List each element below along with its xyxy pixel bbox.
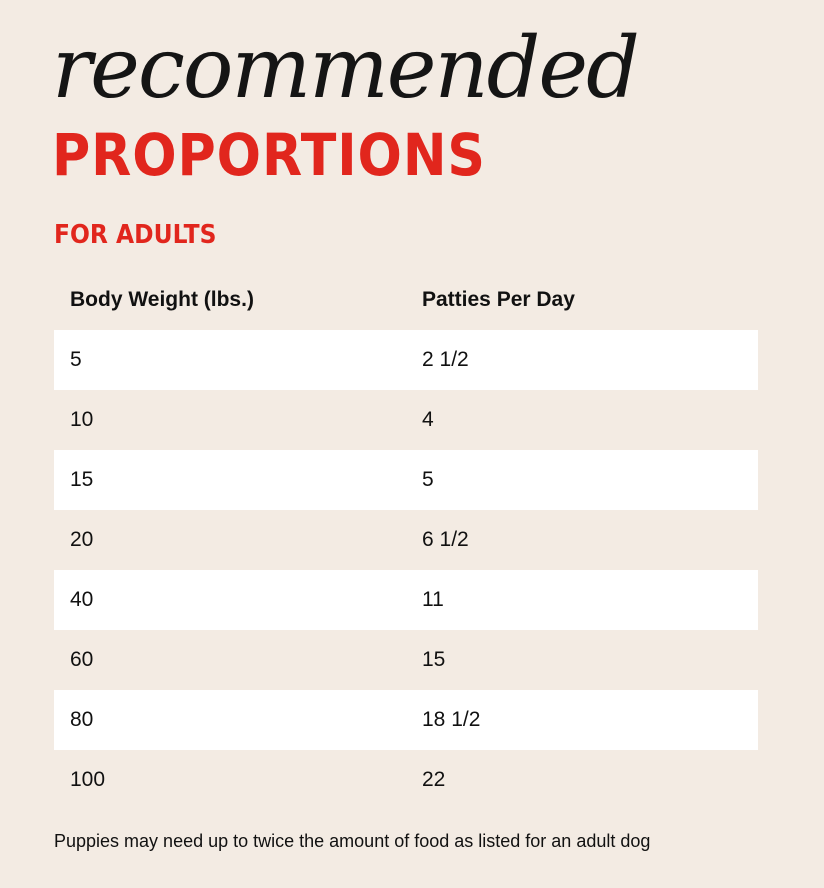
table-row bbox=[54, 510, 758, 570]
column-header-patties-per-day: Patties Per Day bbox=[422, 288, 575, 311]
patties-cell: 18 1/2 bbox=[422, 708, 481, 731]
body-weight-cell: 40 bbox=[70, 588, 94, 611]
patties-cell: 6 1/2 bbox=[422, 528, 469, 551]
page-title: PROPORTIONS bbox=[52, 121, 486, 189]
patties-cell: 4 bbox=[422, 408, 434, 431]
body-weight-cell: 10 bbox=[70, 408, 94, 431]
patties-cell: 15 bbox=[422, 648, 446, 671]
column-header-body-weight: Body Weight (lbs.) bbox=[70, 288, 254, 311]
patties-cell: 22 bbox=[422, 768, 446, 791]
body-weight-cell: 60 bbox=[70, 648, 94, 671]
body-weight-cell: 80 bbox=[70, 708, 94, 731]
table-row bbox=[54, 630, 758, 690]
patties-cell: 11 bbox=[422, 588, 444, 611]
patties-cell: 2 1/2 bbox=[422, 348, 469, 371]
table-row bbox=[54, 750, 758, 810]
table-header-row bbox=[54, 270, 758, 330]
script-heading: recommended bbox=[52, 19, 638, 117]
table-row bbox=[54, 570, 758, 630]
footnote: Puppies may need up to twice the amount of food as listed for an adult dog bbox=[54, 831, 651, 851]
body-weight-cell: 20 bbox=[70, 528, 94, 551]
patties-cell: 5 bbox=[422, 468, 434, 491]
body-weight-cell: 15 bbox=[70, 468, 94, 491]
table-row bbox=[54, 690, 758, 750]
table-row bbox=[54, 330, 758, 390]
proportions-table bbox=[54, 270, 758, 810]
table-row bbox=[54, 450, 758, 510]
section-subtitle: FOR ADULTS bbox=[54, 220, 217, 250]
body-weight-cell: 5 bbox=[70, 348, 82, 371]
body-weight-cell: 100 bbox=[70, 768, 106, 791]
table-row bbox=[54, 390, 758, 450]
